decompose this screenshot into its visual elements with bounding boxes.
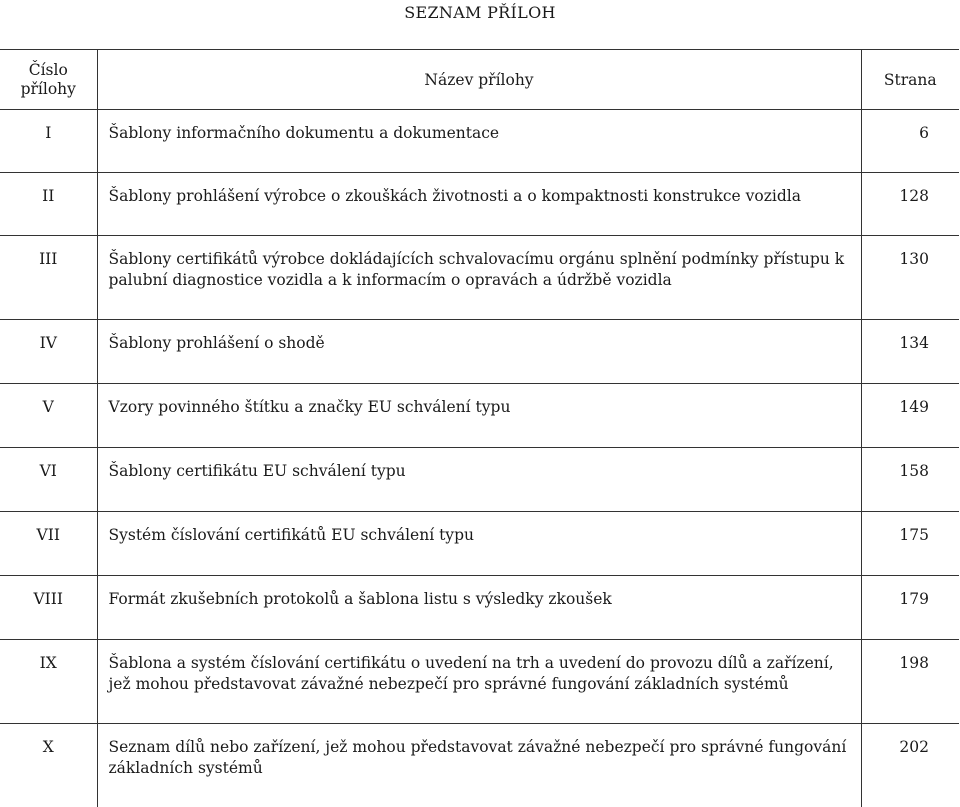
annex-page: 149 [861,384,959,448]
header-annex-number-line2: přílohy [21,80,76,98]
table-row [0,236,959,320]
table-row [0,173,959,236]
header-annex-number-line1: Číslo [29,61,68,79]
annex-page: 128 [861,173,959,236]
annex-table [0,49,959,807]
table-row [0,640,959,724]
annex-page: 130 [861,236,959,320]
table-row [0,320,959,384]
annex-page: 6 [861,110,959,173]
table-row [0,576,959,640]
annex-number: VIII [0,576,97,640]
annex-number: X [0,724,97,807]
annex-page: 134 [861,320,959,384]
table-row [0,110,959,173]
table-header-row [0,50,959,110]
table-row [0,448,959,512]
header-annex-name: Název přílohy [97,50,861,110]
annex-number: III [0,236,97,320]
table-row [0,724,959,807]
annex-page: 198 [861,640,959,724]
annex-name: Šablony certifikátu EU schválení typu [97,448,861,512]
annex-name: Seznam dílů nebo zařízení, jež mohou představovat závažné nebezpečí pro správné fungování základních systémů [97,724,861,807]
header-page: Strana [861,50,959,110]
annex-name: Šablona a systém číslování certifikátu o uvedení na trh a uvedení do provozu dílů a zařízení, jež mohou představovat závažné nebezpečí pro správné fungování základních systémů [97,640,861,724]
annex-page: 179 [861,576,959,640]
annex-name: Formát zkušebních protokolů a šablona listu s výsledky zkoušek [97,576,861,640]
annex-name: Vzory povinného štítku a značky EU schválení typu [97,384,861,448]
annex-number: V [0,384,97,448]
annex-name: Systém číslování certifikátů EU schválení typu [97,512,861,576]
annex-page: 158 [861,448,959,512]
annex-number: VII [0,512,97,576]
annex-number: IV [0,320,97,384]
annex-page: 175 [861,512,959,576]
annex-number: I [0,110,97,173]
annex-number: VI [0,448,97,512]
annex-name: Šablony prohlášení o shodě [97,320,861,384]
annex-name: Šablony certifikátů výrobce dokládajících schvalovacímu orgánu splnění podmínky přístupu k palubní diagnostice vozidla a k informacím o opravách a údržbě vozidla [97,236,861,320]
table-row [0,512,959,576]
annex-page: 202 [861,724,959,807]
annex-name: Šablony informačního dokumentu a dokumentace [97,110,861,173]
table-row [0,384,959,448]
annex-number: IX [0,640,97,724]
page-title: SEZNAM PŘÍLOH [0,3,960,22]
header-annex-number [0,50,97,110]
annex-name: Šablony prohlášení výrobce o zkouškách životnosti a o kompaktnosti konstrukce vozidla [97,173,861,236]
annex-number: II [0,173,97,236]
